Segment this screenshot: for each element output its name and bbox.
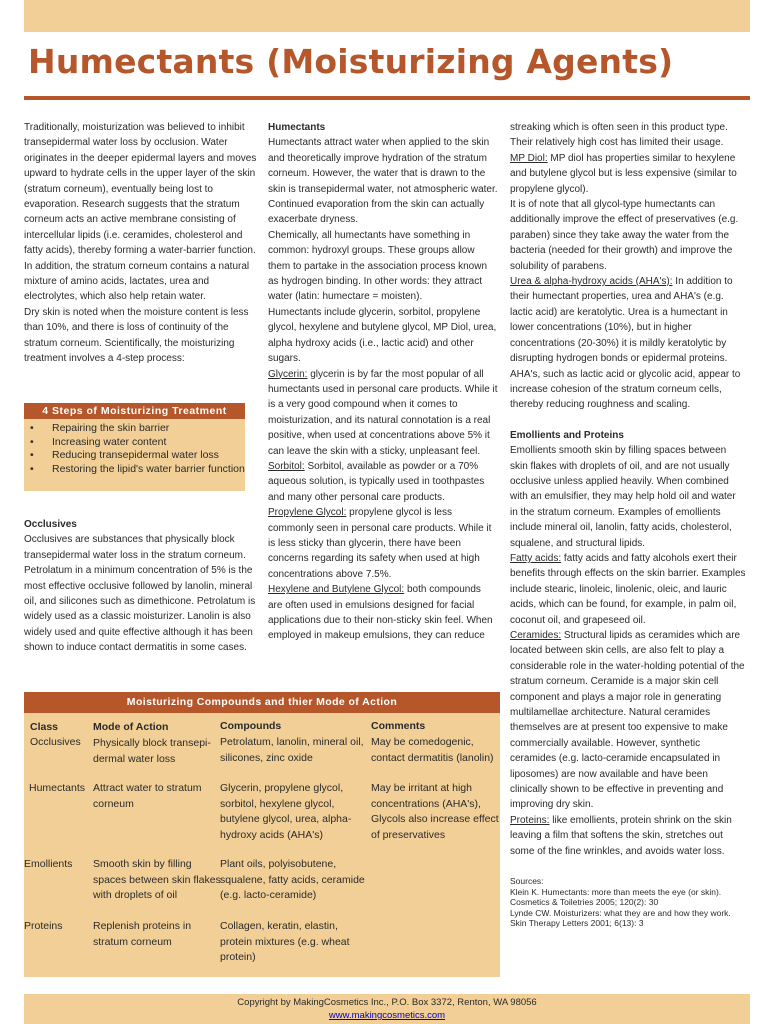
compounds-table — [24, 692, 500, 977]
propylene-paragraph — [268, 505, 498, 582]
urea-label: Urea & alpha-hydroxy acids (AHA's): — [510, 276, 673, 288]
humectants-heading: Humectants — [268, 122, 326, 133]
top-banner — [24, 0, 750, 32]
sources-heading: Sources: — [510, 876, 544, 886]
humectants-p1: Humectants attract water when applied to the skin and theoretically improve hydration of the stratum corneum. However, the water that is drawn to the skin is transepidermal water, not atmospheric water. Continued evaporation from the skin can actually exacerbate dryness. — [268, 137, 498, 226]
glycol-note: It is of note that all glycol-type humectants can additionally improve the effect of preservatives (e.g. paraben) since they take away the water from the bacteria (needed for their growth) and improve the solubility of parabens. — [510, 199, 739, 272]
fatty-label: Fatty acids: — [510, 552, 562, 564]
footer-copyright: Copyright by MakingCosmetics Inc., P.O. Box 3372, Renton, WA 98056 — [237, 997, 537, 1008]
table-cell-class: Proteins — [24, 920, 63, 932]
table-cell-mode: Physically block transepi-dermal water loss — [93, 737, 211, 765]
propylene-text: propylene glycol is less commonly seen in personal care products. While it is less sticky than glycerin, there have been concerns regarding its safety when used at high concentrations above 7.5%. — [268, 507, 492, 580]
table-cell-mode: Attract water to stratum corneum — [93, 782, 202, 810]
hexylene-label: Hexylene and Butylene Glycol: — [268, 584, 405, 596]
source-item: Klein K. Humectants: more than meets the eye (or skin). Cosmetics & Toiletries 2005; 120(2): 30 — [510, 886, 722, 907]
sorbitol-paragraph — [268, 459, 498, 505]
proteins-text: like emollients, protein shrink on the skin leaving a film that softens the skin, stretches out some of the fine wrinkles, and avoids water loss. — [510, 814, 732, 857]
glycerin-text: glycerin is by far the most popular of all humectants used in personal care products. While it is a very good compound when it comes to moisturization, and its natural connotation is a real positive, when used at concentrations above 5% it can leave the skin with a sticky, unpleasant feel. — [268, 368, 498, 457]
table-cell-class: Emollients — [24, 858, 73, 870]
mpdiol-text: MP diol has properties similar to hexylene and butylene glycol but is less expensive (similar to propylene glycol). — [510, 152, 737, 195]
table-cell-mode: Smooth skin by filling spaces between skin flakes with droplets of oil — [93, 858, 221, 902]
steps-box — [24, 403, 245, 491]
table-cell-comments: May be irritant at high concentrations (AHA's), Glycols also increase effect of preservatives — [371, 782, 499, 841]
continued-paragraph: streaking which is often seen in this product type. Their relatively high cost has limited their usage. — [510, 122, 728, 149]
table-cell-compounds: Collagen, keratin, elastin, protein mixtures (e.g. wheat protein) — [220, 920, 350, 964]
footer-website-link[interactable]: www.makingcosmetics.com — [328, 1010, 446, 1021]
source-item: Lynde CW. Moisturizers: what they are and how they work. Skin Therapy Letters 2001; 6(13): 3 — [510, 907, 731, 928]
step-item: • Restoring the lipid's water barrier function — [24, 463, 245, 477]
table-cell-compounds: Plant oils, polyisobutene, squalene, fatty acids, ceramide (e.g. lacto-ceramide) — [220, 858, 365, 902]
mpdiol-label: MP Diol: — [510, 152, 548, 164]
table-cell-comments: May be comedogenic, contact dermatitis (lanolin) — [371, 736, 494, 764]
sorbitol-text: Sorbitol, available as powder or a 70% aqueous solution, is typically used in toothpastes and many other personal care products. — [268, 460, 485, 503]
table-cell-compounds: Glycerin, propylene glycol, sorbitol, hexylene glycol, butylene glycol, urea, alpha-hydroxy acids (AHA's) — [220, 782, 352, 841]
propylene-label: Propylene Glycol: — [268, 507, 347, 519]
fatty-text: fatty acids and fatty alcohols exert their benefits through effects on the skin barrier. Examples include stearic, linoleic, linolenic, oleic, and lauric acids, which can be found, for example, in palm oil, coconut oil, and grapeseed oil. — [510, 552, 746, 626]
steps-list — [24, 422, 245, 476]
occlusives-text: Occlusives are substances that physically block transepidermal water loss in the stratum corneum. Petrolatum in a minimum concentration of 5% is the most effective occlusive followed by lanolin, mineral oil, and silicones such as dimethicone. Petrolatum is widely used as a classic moisturizer. Lanolin is also widely used and quite effective although it has been shown to induce contact dermatitis in some cases. — [24, 534, 256, 654]
occlusives-heading: Occlusives — [24, 519, 77, 530]
ceramides-paragraph — [510, 628, 746, 813]
step-item: • Repairing the skin barrier — [24, 422, 245, 436]
humectants-p3: Humectants include glycerin, sorbitol, propylene glycol, hexylene and butylene glycol, MP Diol, urea, alpha hydroxy acids (i.e., lactic acid) and other sugars. — [268, 306, 497, 365]
emollients-heading: Emollients and Proteins — [510, 429, 624, 441]
sorbitol-label: Sorbitol: — [268, 460, 305, 472]
proteins-label: Proteins: — [510, 814, 550, 826]
table-cell-class: Occlusives — [30, 736, 81, 748]
footer — [24, 994, 750, 1024]
table-cell-mode: Replenish proteins in stratum corneum — [93, 920, 192, 948]
table-header-mode: Mode of Action — [93, 721, 169, 733]
glycerin-label: Glycerin: — [268, 368, 308, 380]
ceramides-text: Structural lipids as ceramides which are located between skin cells, are also felt to play a considerable role in the water-holding potential of the stratum corneum. Ceramide is a major skin cell component and plays a major role in generating multilamellae architecture. Natural ceramides themselves are at present too expensive to make commercially available. However, synthetic ceramides (e.g. lacto-ceramide encapsulated in liposomes) are now available and have been clinically shown to be effective in preventing and improving dry skin. — [510, 630, 745, 811]
ceramides-label: Ceramides: — [510, 630, 562, 641]
table-cell-compounds: Petrolatum, lanolin, mineral oil, silicones, zinc oxide — [220, 736, 364, 764]
column-intro — [24, 120, 258, 367]
title-divider — [24, 96, 750, 100]
table-title: Moisturizing Compounds and thier Mode of Action — [24, 692, 500, 713]
hexylene-text: both compounds are often used in emulsions designed for facial applications due to their non-sticky skin feel. When employed in makeup emulsions, they can reduce — [268, 584, 493, 642]
proteins-paragraph — [510, 813, 746, 859]
column-humectants — [268, 120, 498, 644]
step-item: • Reducing transepidermal water loss — [24, 449, 245, 463]
fatty-paragraph — [510, 551, 746, 628]
table-header-comments: Comments — [371, 720, 426, 732]
hexylene-paragraph — [268, 582, 498, 644]
page-title: Humectants (Moisturizing Agents) — [28, 42, 674, 81]
table-header-class: Class — [30, 721, 59, 733]
urea-paragraph — [510, 274, 746, 413]
humectants-p2: Chemically, all humectants have something in common: hydroxyl groups. These groups allow them to partake in the association process known as hydrogen binding. In other words: they attract water (latin: humectare = moisten). — [268, 229, 488, 303]
table-header-compounds: Compounds — [220, 720, 282, 732]
mpdiol-paragraph — [510, 151, 746, 197]
sources-section — [510, 876, 746, 929]
urea-text: In addition to their humectant properties, urea and AHA's (e.g. lactic acid) are keratolytic. Urea is a humectant in lower concentrations (10%), but in higher concentrations (20-30%) it is mildly keratolytic by disrupting hydrogen bonds or epidermal proteins. AHA's, such as lactic acid or glycolic acid, appear to increase cohesion of the stratum corneum cells, thereby reducing roughness and scaling. — [510, 276, 741, 411]
intro-paragraph: Traditionally, moisturization was believed to inhibit transepidermal water loss by occlusion. Water originates in the deeper epidermal layers and moves upward to hydrate cells in the upper layer of the skin (stratum corneum), eventually being lost to evaporation. Research suggests that the stratum corneum acts an active membrane consisting of intercellular lipids (i.e. ceramides, cholesterol and fatty acids), thereby forming a water-barrier function. In addition, the stratum corneum contains a natural mixture of amino acids, lactates, urea and electrolytes, which also help retain water. — [24, 122, 257, 303]
table-cell-class: Humectants — [29, 782, 86, 794]
occlusives-section — [24, 517, 258, 656]
dry-skin-paragraph: Dry skin is noted when the moisture content is less than 10%, and there is loss of continuity of the stratum corneum. Scientifically, the moisturizing treatment involves a 4-step process: — [24, 306, 249, 365]
column-continued — [510, 120, 746, 859]
glycerin-paragraph — [268, 367, 498, 459]
step-item: • Increasing water content — [24, 436, 245, 450]
emollients-text: Emollients smooth skin by filling spaces between skin flakes with droplets of oil, and are not usually occlusive unless applied heavily. When combined with an emulsifier, they may help hold oil and water in the stratum corneum. Examples of emollients include mineral oil, lanolin, fatty acids, cholesterol, squalene, and structural lipids. — [510, 445, 736, 549]
steps-title: 4 Steps of Moisturizing Treatment — [24, 403, 245, 419]
